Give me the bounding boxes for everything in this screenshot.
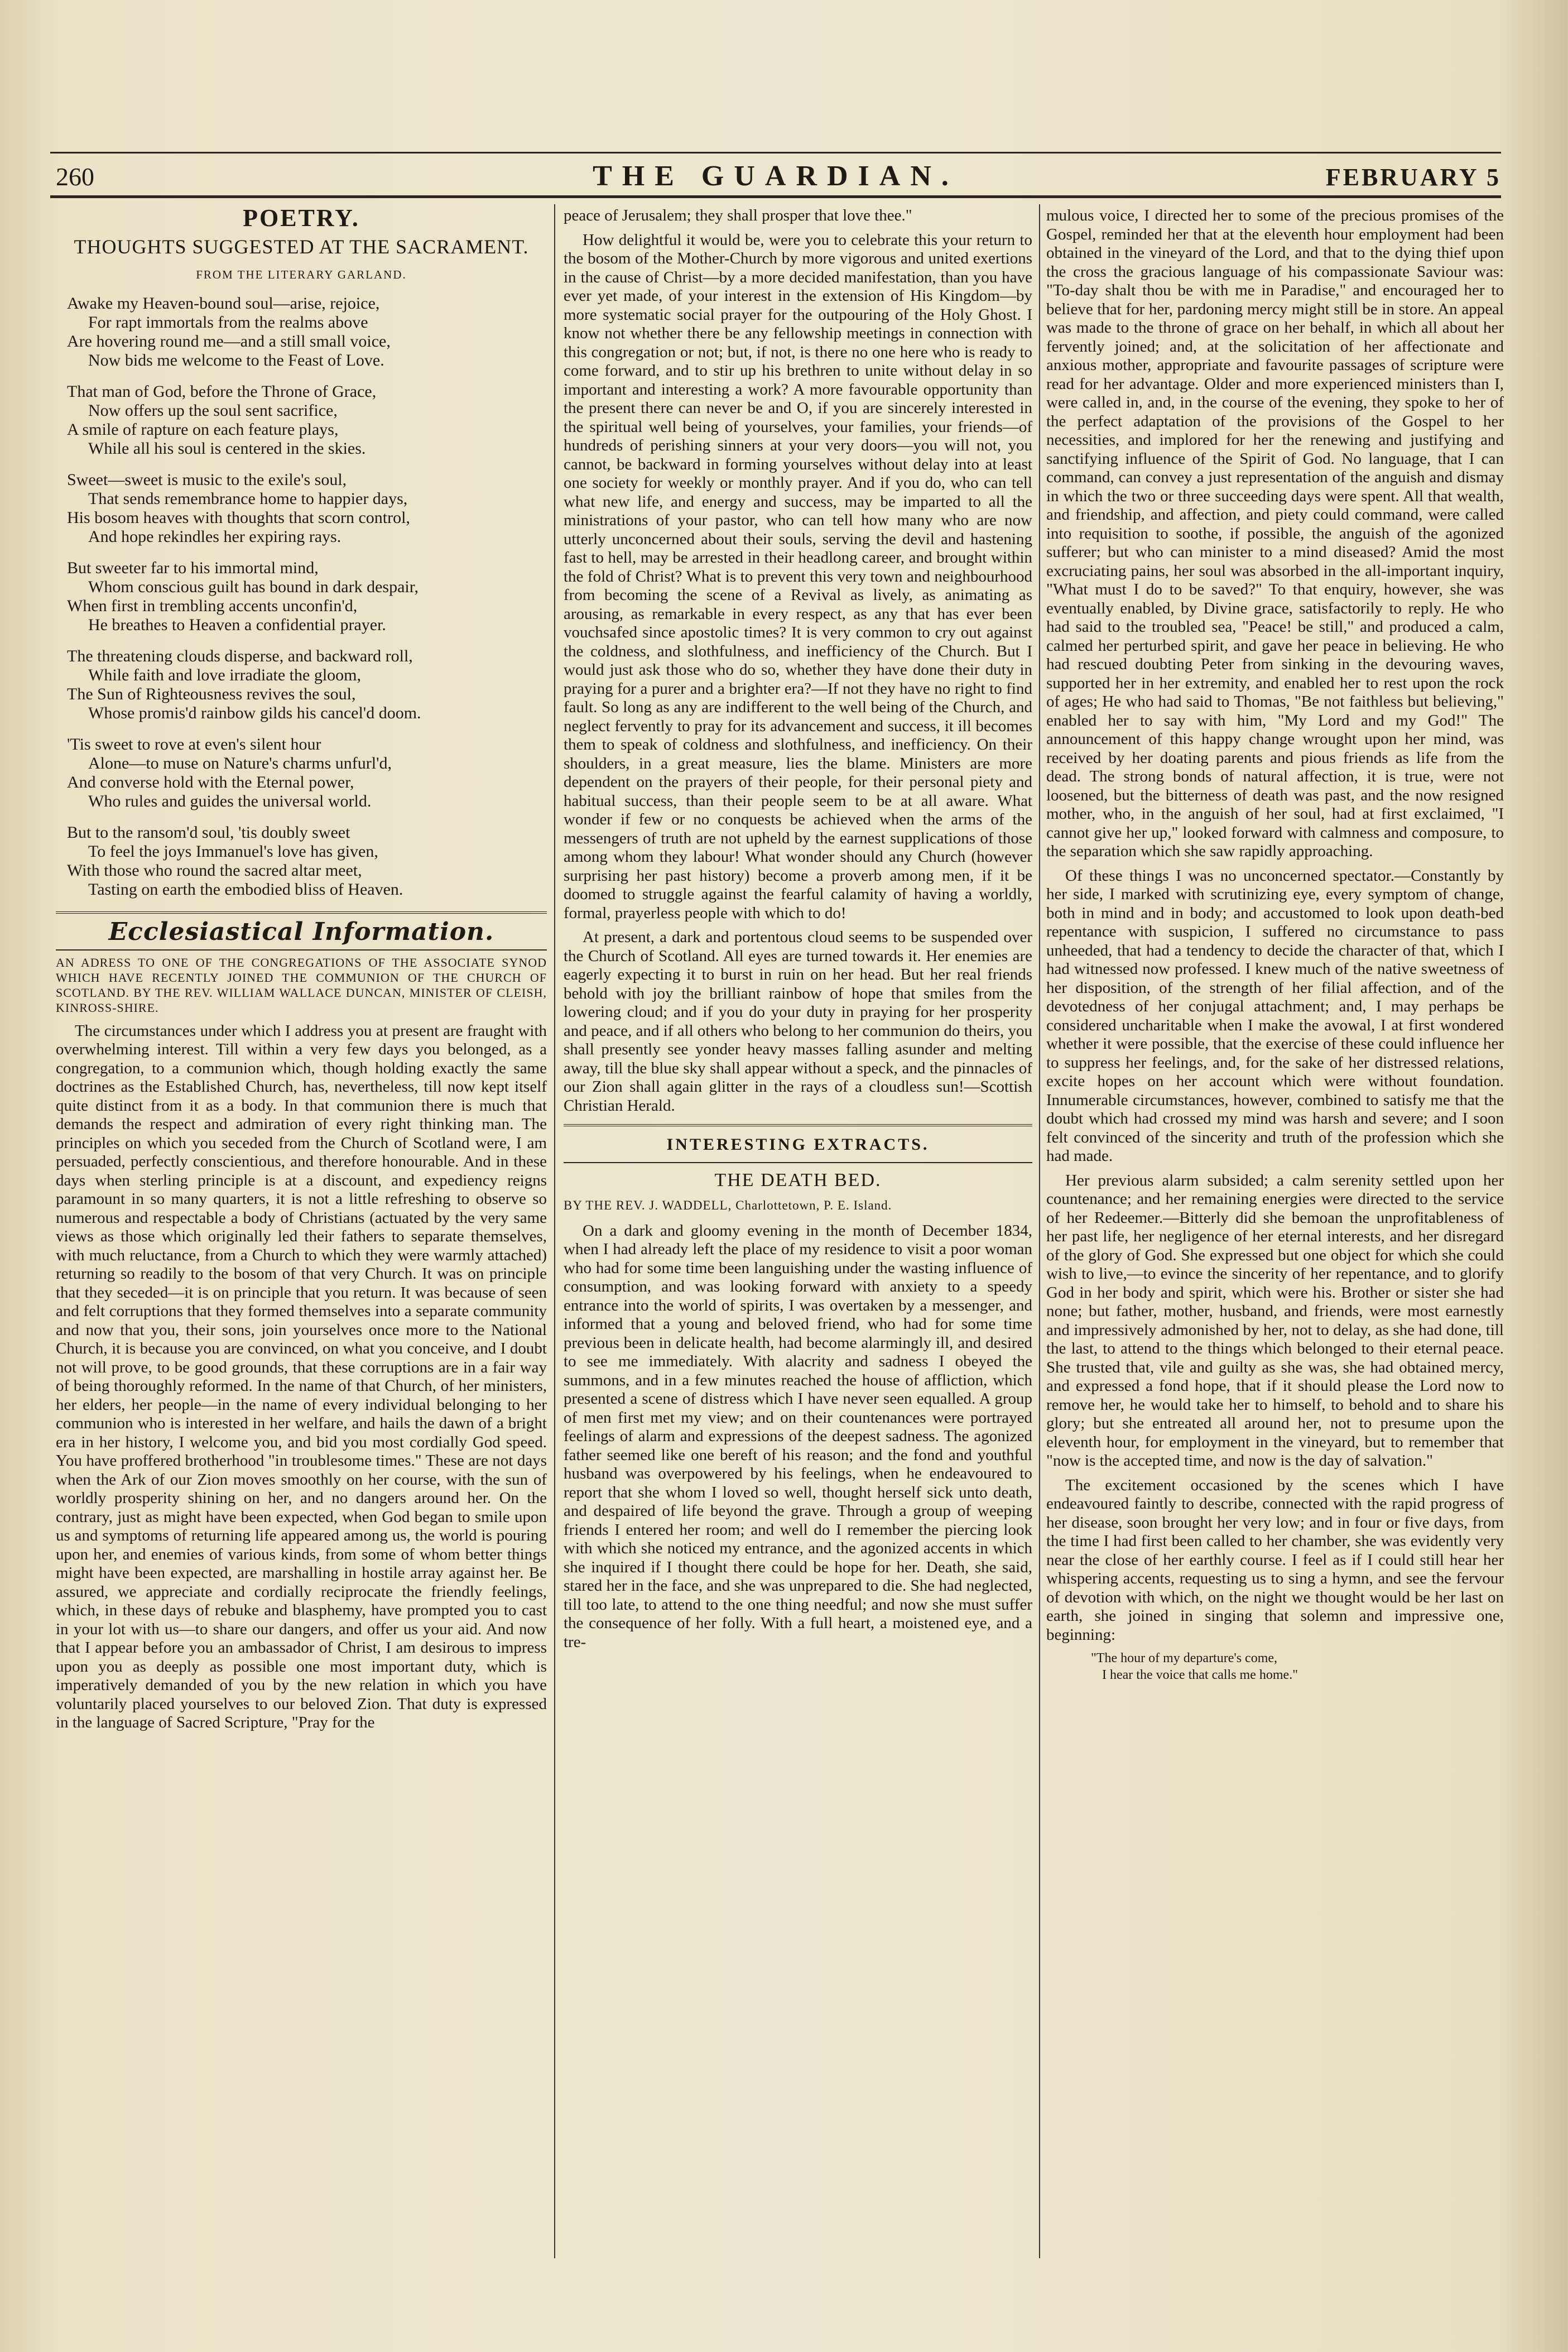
poem-line: But to the ransom'd soul, 'tis doubly sweet [67,823,350,842]
article-paragraph: peace of Jerusalem; they shall prosper that love thee." [564,207,912,224]
poem-line: Tasting on earth the embodied bliss of Heaven. [88,880,403,899]
column-1 [56,207,547,2249]
poem-line: Whose promis'd rainbow gilds his cancel'd doom. [88,704,421,722]
poem-line: He breathes to Heaven a confidential prayer. [88,616,386,634]
poem-line: While faith and love irradiate the gloom, [88,666,361,684]
article-paragraph: mulous voice, I directed her to some of the precious promises of the Gospel, reminded her that at the eleventh hour employment had been obtained in the vineyard of the Lord, and that to the dying thief upon the cross the gracious language of his compassionate Saviour was: "To-day shalt thou be with me in Paradise," and encouraged her to believe that for her, pardoning mercy might still be in store. An appeal was made to the throne of grace on her behalf, in which all about her fervently joined; and, at the solicitation of her affectionate and anxious mother, appropriate and favourite passages of scripture were read for her advantage. Older and more experienced ministers than I, were called in, and, in the course of the evening, they spoke to her of the perfect adaptation of the provisions of the Gospel to her necessities, and implored for her the renewing and justifying and sanctifying influence of the Spirit of God. No language, that I can command, can convey a just representation of the anguish and dismay in which the two or three succeeding days were spent. All that wealth, and friendship, and affection, and piety could command, were called into requisition to soothe, if possible, the anguish of the agonized sufferer; but who can minister to a mind diseased? Amid the most excruciating pains, her soul was absorbed in the all-important inquiry, "What must I do to be saved?" To that enquiry, however, she was eventually enabled, by Divine grace, satisfactorily to reply. He who had said to the troubled sea, "Peace! be still," and produced a calm, calmed her perturbed spirit, and gave her peace in believing. He who had rescued doubting Peter from sinking in the devouring waves, supported her in her extremity, and enabled her to rest upon the rock of ages; He who had said to Thomas, "Be not faithless but believing," enabled her to say with him, "My Lord and my God!" The announcement of this happy change wrought upon her mind, was received by her doating parents and pious friends as life from the dead. The strong bonds of natural affection, it is true, were not loosened, but the bitterness of death was past, and the now resigned mother, who, in the anguish of her soul, had at first exclaimed, "I cannot give her up," looked forward with calmness and composure, to the separation which she saw rapidly approaching. [1046,207,1504,860]
section-heading-ecclesiastical: Ecclesiastical Information. [108,918,494,946]
section-divider [564,1162,1032,1163]
poem-line: Alone—to muse on Nature's charms unfurl'd, [88,754,392,772]
column-divider-1 [554,204,555,2258]
poem-line: The Sun of Righteousness revives the soul, [67,685,356,703]
poem-stanza [67,735,547,811]
masthead: THE GUARDIAN. [593,160,959,192]
poem-line: Who rules and guides the universal world. [88,792,372,810]
top-rule [50,152,1501,153]
hymn-line: "The hour of my departure's come, [1091,1651,1278,1665]
article-paragraph: The excitement occasioned by the scenes which I have endeavoured faintly to describe, connected with the rapid progress of her disease, soon brought her very low; and in four or five days, from the time I had first been called to her chamber, she was evidently very near the close of her earthly course. I feel as if I could still hear her whispering accents, requesting us to sing a hymn, and see the fervour of devotion with which, on the night we thought would be her last on earth, she joined in singing that solemn and impressive one, beginning: [1046,1476,1504,1644]
poem-line: A smile of rapture on each feature plays, [67,420,339,439]
article-paragraph: The circumstances under which I address you at present are fraught with overwhelming interest. Till within a very few days you belonged, as a congregation, to a communion which, though holding exactly the same doctrines as the Established Church, has, nevertheless, till now kept itself quite distinct from it as a body. In that communion there is much that demands the respect and admiration of every right thinking man. The principles on which you seceded from the Church of Scotland were, I am persuaded, perfectly conscientious, and therefore honourable. And in these days when sterling principle is at a discount, and expediency reigns paramount in so many quarters, it is not a little refreshing to observe so numerous and respectable a body of Christians (actuated by the very same views as those which originally led their fathers to separate themselves, with much reluctance, from a Church to which they were warmly attached) returning so readily to the bosom of that very Church. It was on principle that they seceded—it is on principle that you return. It was because of seen and felt corruptions that they formed themselves into a separate community and now that you, their sons, join yourselves once more to the National Church, it is because you are convinced, on what you conceive, and I doubt not will prove, to be good grounds, that these corruptions are in a fair way of being thoroughly reformed. In the name of that Church, of her ministers, her elders, her people—in the name of every individual belonging to her communion who is interested in her welfare, and hails the dawn of a bright era in her history, I welcome you, and bid you most cordially God speed. You have proffered brotherhood "in troublesome times." These are not days when the Ark of our Zion moves smoothly on her course, with the sun of worldly prosperity shining on her, and no dangers around her. On the contrary, just as might have been expected, when God began to smile upon us and symptoms of returning life appeared among us, the world is pouring upon her, and enemies of various kinds, from some of whom better things might have been expected, are marshalling in hostile array against her. Be assured, we appreciate and cordially reciprocate the friendly feelings, which, in these days of rebuke and blasphemy, have prompted you to cast in your lot with us—to share our dangers, and offer us your aid. And now that I appear before you an ambassador of Christ, I am desirous to impress upon you as deeply as possible one most important duty, which is imperatively demanded of you by the new relation in which you have voluntarily placed yourselves to our beloved Zion. That duty is expressed in the language of Sacred Scripture, "Pray for the [56,1021,547,1731]
poem-line: 'Tis sweet to rove at even's silent hour [67,735,321,753]
article-paragraph: How delightful it would be, were you to celebrate this your return to the bosom of the Mother-Church by more vigorous and united exertions in the cause of Christ—by a more decided manifestation, than you have ever yet made, of your interest in the extension of His Kingdom—by more systematic social prayer for the outpouring of the Holy Ghost. I know not whether there be any fellowship meetings in connection with this congregation or not; but, if not, is there no one here who is ready to come forward, and to stir up his brethren to unite without delay in so important and interesting a work? A more favourable opportunity than the present there can never be and O, if you are sincerely interested in the spiritual well being of yourselves, your families, your friends—of hundreds of perishing sinners at your very doors—you will not, you cannot, be backward in forming yourselves without delay into at least one society for weekly or monthly prayer. And if you do, who can tell what new life, and energy and success, may be imparted to all the ministrations of your pastor, who can tell how many who are now utterly unconcerned about their souls, serving the devil and hastening fast to hell, may be arrested in their headlong career, and brought within the fold of Christ? What is to prevent this very town and neighbourhood from becoming the scene of a Revival as lively, as animating as arousing, as remarkable in every respect, as any that has ever been vouchsafed since apostolic times? It is very common to cry out against the coldness, and slothfulness, and inefficiency of the Church. But I would just ask those who do so, whether they have done their duty in praying for a purer and a brighter era?—If not they have no right to find fault. So long as any are indifferent to the well being of the Church, and neglect fervently to pray for its advancement and success, it ill becomes them to speak of coldness and slothfulness, and inefficiency. On their shoulders, in a great measure, lies the blame. Ministers are more dependent on the prayers of their people, for their personal piety and habitual success, than their people seem to be at all aware. What wonder if few or no conquests be achieved when the arms of the messengers of truth are not upheld by the earnest supplications of those among whom they labour! What wonder should any Church (however surprising her past history) become a proverb among men, if it be doomed to struggle against the fearful calamity of having a worldly, formal, prayerless people with which to do! [564,231,1032,922]
poem-line: Now offers up the soul sent sacrifice, [88,401,338,420]
poem-line: That man of God, before the Throne of Grace, [67,382,377,401]
poem-line: When first in trembling accents unconfin'd, [67,597,358,615]
poem-line: Are hovering round me—and a still small voice, [67,332,391,351]
poem-stanza [67,471,547,546]
poem-line: With those who round the sacred altar meet, [67,861,362,880]
article-paragraph: Of these things I was no unconcerned spectator.—Constantly by her side, I marked with scrutinizing eye, every symptom of change, both in mind and in body; and accustomed to look upon death-bed repentance with suspicion, I suffered no circumstance to pass unheeded, that had a tendency to decide the character of that, which I had witnessed now professed. I knew much of the native sweetness of her disposition, of the strength of her filial affection, and of the devotedness of her conjugal attachment; and, I may perhaps be considered uncharitable when I make the avowal, I at first wondered whether it were possible, that the exercise of these could influence her to suppress her feelings, and, for the sake of her distressed relations, excite hopes on her account which were without foundation. Innumerable circumstances, however, combined to satisfy me that the doubt which had crossed my mind was harsh and severe; and I soon felt convinced of the sincerity and truth of the profession which she had made. [1046,866,1504,1165]
poem-line: But sweeter far to his immortal mind, [67,559,319,577]
section-heading-poetry: POETRY. [243,207,360,232]
poem-source: FROM THE LITERARY GARLAND. [196,267,407,281]
section-divider [56,949,547,951]
column-2 [564,207,1032,2249]
poem-line: And hope rekindles her expiring rays. [88,527,342,546]
page-header [50,160,1501,193]
poem-line: Sweet—sweet is music to the exile's soul, [67,471,347,489]
poem-stanza [67,823,547,899]
section-heading-extracts: INTERESTING EXTRACTS. [666,1135,930,1154]
poem-line: Now bids me welcome to the Feast of Love. [88,351,384,369]
poem-body [56,294,547,899]
section-divider [564,1124,1032,1126]
hymn-quote [1091,1650,1504,1683]
page-number: 260 [56,162,94,191]
poem-line: To feel the joys Immanuel's love has given, [88,842,378,861]
poem-line: While all his soul is centered in the skies. [88,439,366,458]
section-divider [56,911,547,914]
poem-line: For rapt immortals from the realms above [88,313,368,332]
issue-date: FEBRUARY 5 [1325,164,1501,191]
poem-line: The threatening clouds disperse, and backward roll, [67,647,413,665]
poem-line: That sends remembrance home to happier days, [88,489,408,508]
column-3 [1046,207,1504,2249]
poem-stanza [67,647,547,723]
article-byline: BY THE REV. J. WADDELL, Charlottetown, P. E. Island. [564,1198,892,1212]
poem-stanza [67,294,547,370]
poem-title: THOUGHTS SUGGESTED AT THE SACRAMENT. [74,235,529,258]
article-title: AN ADRESS TO ONE OF THE CONGREGATIONS OF THE ASSOCIATE SYNOD WHICH HAVE RECENTLY JOINED THE COMMUNION OF THE CHURCH OF SCOTLAND. BY THE REV. WILLIAM WALLACE DUNCAN, MINISTER OF CLEISH, KINROSS-SHIRE. [56,955,547,1015]
poem-line: His bosom heaves with thoughts that scorn control, [67,508,410,527]
poem-line: And converse hold with the Eternal power, [67,773,354,791]
article-paragraph: Her previous alarm subsided; a calm serenity settled upon her countenance; and her remaining energies were directed to the service of her Redeemer.—Bitterly did she bemoan the unprofitableness of her past life, her negligence of her eternal interests, and her disregard of the glory of God. She expressed but one object for which she could wish to live,—to evince the sincerity of her repentance, and to glorify God in her body and spirit, which were his. Brother or sister she had none; but father, mother, husband, and friends, were most earnestly and impressively admonished by her, not to delay, as she had done, till the last, to attend to the things which belonged to their eternal peace. She trusted that, vile and guilty as she was, she had obtained mercy, and expressed a fond hope, that if it should please the Lord now to remove her, he would take her to himself, to behold and to share his glory; but she entreated all around her, not to presume upon the eleventh hour, for employment in the vineyard, but to remember that "now is the accepted time, and now is the day of salvation." [1046,1171,1504,1470]
hymn-line: I hear the voice that calls me home." [1102,1668,1298,1682]
poem-stanza [67,382,547,458]
poem-line: Whom conscious guilt has bound in dark despair, [88,578,419,596]
article-paragraph: On a dark and gloomy evening in the month of December 1834, when I had already left the place of my residence to visit a poor woman who had for some time been languishing under the wasting influence of consumption, and was looking forward with anxiety to a speedy entrance into the world of spirits, I was overtaken by a messenger, and informed that a young and beloved friend, who had for some time previous been in delicate health, had become alarmingly ill, and desired to see me immediately. With alacrity and sadness I obeyed the summons, and in a few minutes reached the house of affliction, which presented a scene of distress which I have never seen equalled. A group of men first met my view; and on their countenances were portrayed feelings of alarm and expressions of the deepest sadness. The agonized father seemed like one bereft of his reason; and the fond and youthful husband was overpowered by his feelings, when he endeavoured to report that she whom I loved so well, thought herself sick unto death, and despaired of life beyond the grave. Through a group of weeping friends I entered her room; and well do I remember the piercing look with which she noticed my entrance, and the agonized accents in which she inquired if I thought there could be hope for her. Death, she said, stared her in the face, and she was unprepared to die. She had neglected, till too late, to attend to the one thing needful; and now she must suffer the consequence of her folly. With a full heart, a moistened eye, and a tre- [564,1221,1032,1651]
poem-line: Awake my Heaven-bound soul—arise, rejoice, [67,294,380,313]
header-rule [50,195,1501,198]
column-divider-2 [1039,204,1040,2258]
poem-stanza [67,559,547,635]
article-title: THE DEATH BED. [714,1169,882,1191]
article-paragraph: At present, a dark and portentous cloud seems to be suspended over the Church of Scotland. All eyes are turned towards it. Her enemies are eagerly expecting it to burst in ruin on her head. But her real friends behold with joy the brilliant rainbow of hope that smiles from the lowering cloud; and if you do your duty in praying for her prosperity and peace, and if all others who belong to her communion do theirs, you shall presently see yonder heavy masses falling asunder and melting away, till the blue sky shall appear without a speck, and the pinnacles of our Zion shall again glitter in the rays of a cloudless sun!—Scottish Christian Herald. [564,928,1032,1115]
